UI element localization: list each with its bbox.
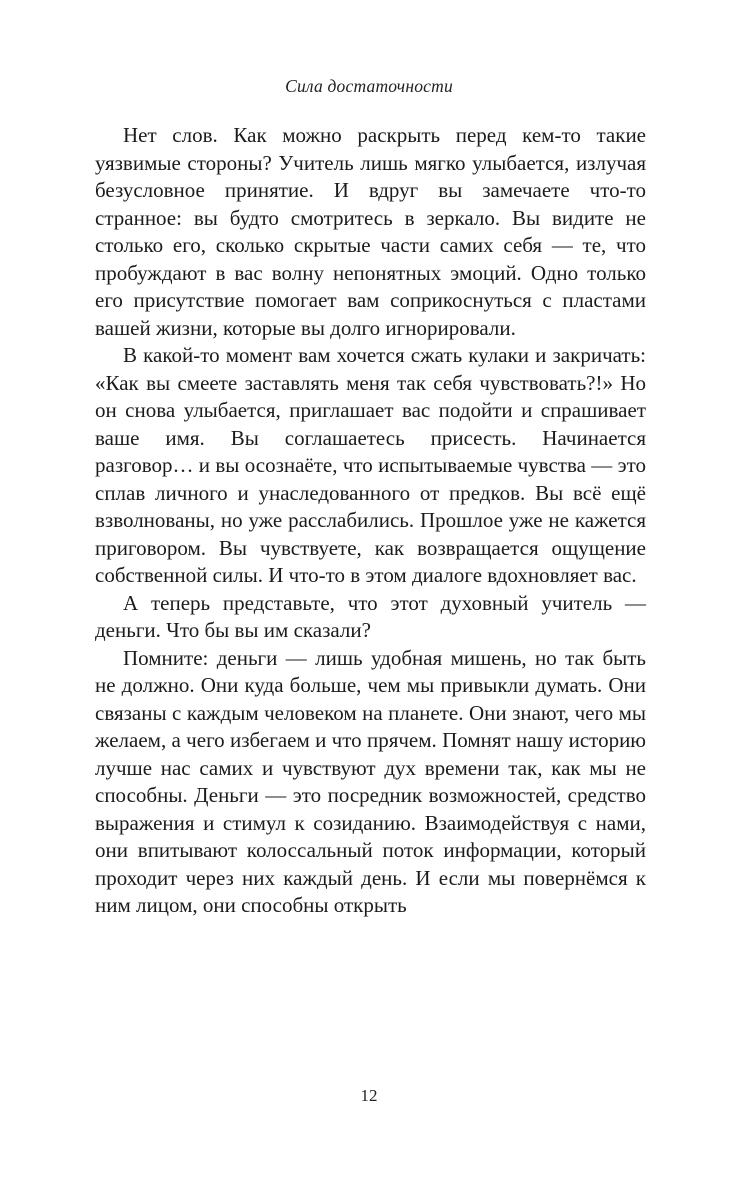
paragraph: Помните: деньги — лишь удобная мишень, но так быть не должно. Они куда больше, чем мы привыкли думать. Они связаны с каждым человеком на планете. Они знают, чего мы желаем, а чего избегаем и что прячем. Помнят нашу историю лучше нас самих и чувствуют дух времени так, как мы не способны. Деньги — это посредник возможностей, средство выражения и стимул к созиданию. Взаимодействуя с нами, они впитывают колоссальный поток информации, который проходит через них каждый день. И если мы повернёмся к ним лицом, они способны открыть — [95, 645, 646, 917]
paragraph: Нет слов. Как можно раскрыть перед кем-то такие уязвимые стороны? Учитель лишь мягко улыбается, излучая безусловное принятие. И вдруг вы замечаете что-то странное: вы будто смотритесь в зеркало. Вы видите не столько его, сколько скрытые части самих себя — те, что пробуждают в вас волну непонятных эмоций. Одно только его присутствие помогает вам соприкоснуться с пластами вашей жизни, которые вы долго игнорировали. — [95, 123, 646, 340]
paragraph: А теперь представьте, что этот духовный учитель — деньги. Что бы вы им сказали? — [95, 590, 646, 642]
page-number: 12 — [360, 1086, 378, 1105]
body-text — [95, 122, 646, 920]
running-header: Сила достаточности — [285, 76, 453, 96]
paragraph: В какой-то момент вам хочется сжать кулаки и закричать: «Как вы смеете заставлять меня так себя чувствовать?!» Но он снова улыбается, приглашает вас подойти и спрашивает ваше имя. Вы соглашаетесь присесть. Начинается разговор… и вы осознаёте, что испытываемые чувства — это сплав личного и унаследованного от предков. Вы всё ещё взволнованы, но уже расслабились. Прошлое уже не кажется приговором. Вы чувствуете, как возвращается ощущение собственной силы. И что-то в этом диалоге вдохновляет вас. — [95, 343, 646, 587]
